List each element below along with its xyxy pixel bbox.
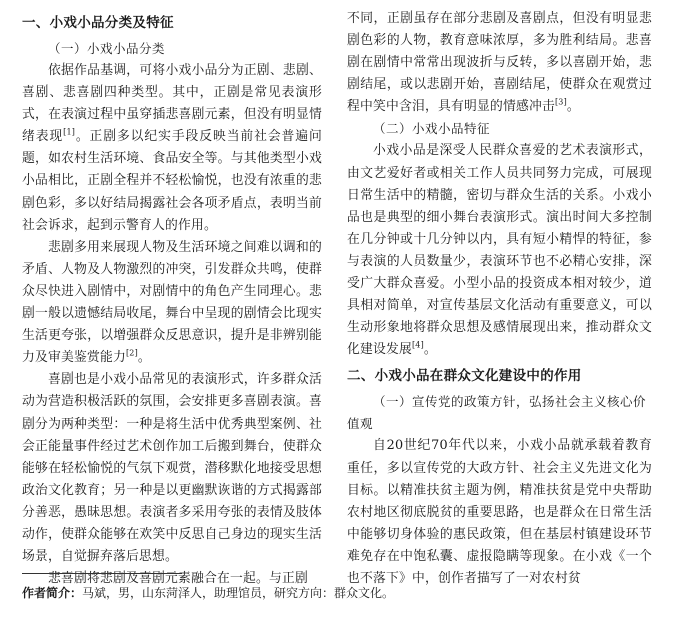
author-footnote-label: 作者简介： (22, 586, 83, 600)
paragraph-tragicomedy-cont: 不同，正剧虽存在部分悲剧及喜剧点，但没有明显悲剧色彩的人物，教育意味浓厚，多为胜利结局。悲喜剧在剧情中常常出现波折与反转，多以喜剧开始，悲剧结尾，或以悲剧开始，喜剧结尾，使群众在观赏过程中笑中含泪，具有明显的情感冲击[3]。 (347, 11, 652, 115)
citation-ref-3: [3] (554, 98, 567, 108)
right-column (347, 8, 652, 590)
subsection-heading-policy: （一）宣传党的政策方针，弘扬社会主义核心价值观 (347, 394, 647, 432)
paragraph-features: 小戏小品是深受人民群众喜爱的艺术表演形式，由文艺爱好者或相关工作人员共同努力完成，可展现日常生活中的精髓，密切与群众生活的关系。小戏小品也是典型的细小舞台表演形式。演出时间大多控制在几分钟或十几分钟以内，具有短小精悍的特征，参与表演的人员数量少，表演环节也不必精心安排，深受广大群众喜爱。小型小品的投资成本相对较少，道具相对简单，对宣传基层文化活动有重要意义，可以生动形象地将群众思想及感情展现出来，推动群众文化建设发展[4]。 (347, 143, 652, 358)
section-heading-role: 二、小戏小品在群众文化建设中的作用 (347, 368, 582, 385)
section-heading-classification: 一、小戏小品分类及特征 (22, 15, 174, 31)
citation-ref-1: [1] (63, 128, 76, 138)
footnote-divider (22, 573, 182, 574)
author-footnote (22, 584, 394, 602)
subsection-heading-features: （二）小戏小品特征 (373, 121, 491, 137)
citation-ref-4: [4] (411, 341, 424, 351)
citation-ref-2: [2] (125, 348, 138, 358)
paragraph-drama-types: 依据作品基调，可将小戏小品分为正剧、悲剧、喜剧、悲喜剧四种类型。其中，正剧是常见表演形式，在表演过程中虽穿插悲喜剧元素，但没有明显情绪表现[1]。正剧多以纪实手段反映当前社会普遍问题，如农村生活环境、食品安全等。与其他类型小戏小品相比，正剧全程并不轻松愉悦，也没有浓重的悲剧色彩，多以好结局揭露社会各项矛盾点，表明当前社会诉求，起到示警育人的作用。 (22, 63, 322, 233)
left-column (22, 8, 322, 590)
paragraph-policy: 自20世纪70年代以来，小戏小品就承载着教育重任，多以宣传党的大政方针、社会主义先进文化为目标。以精准扶贫主题为例，精准扶贫是党中央帮助农村地区彻底脱贫的重要思路，也是群众在日常生活中能够切身体验的惠民政策，但在基层村镇建设环节难免存在中饱私囊、虚报隐瞒等现象。在小戏《一个也不落下》中，创作者描写了一对农村贫 (347, 438, 652, 586)
subsection-heading-classification: （一）小戏小品分类 (48, 41, 166, 56)
author-footnote-text: 马斌，男，山东菏泽人，助理馆员，研究方向：群众文化。 (82, 586, 395, 600)
paragraph-tragicomedy-start: 悲喜剧将悲剧及喜剧元素融合在一起。与正剧 (48, 571, 308, 587)
paragraph-tragedy: 悲剧多用来展现人物及生活环境之间难以调和的矛盾、人物及人物激烈的冲突，引发群众共鸣，使群众尽快进入剧情中，对剧情中的角色产生同理心。悲剧一般以遗憾结局收尾，舞台中呈现的剧情会比现实生活更夸张，以增强群众反思意识，提升是非辨别能力及审美鉴赏能力[2]。 (22, 239, 322, 366)
paragraph-comedy: 喜剧也是小戏小品常见的表演形式，许多群众活动为营造积极活跃的氛围，会安排更多喜剧表演。喜剧分为两种类型：一种是将生活中优秀典型案例、社会正能量事件经过艺术创作加工后搬到舞台，使群众能够在轻松愉悦的气氛下观赏，潜移默化地接受思想政治文化教育；另一种是以更幽默诙谐的方式揭露部分善恶，愚昧思想。表演者多采用夸张的表情及肢体动作，使群众能够在欢笑中反思自己身边的现实生活场景，自觉摒弃落后思想。 (22, 372, 322, 565)
